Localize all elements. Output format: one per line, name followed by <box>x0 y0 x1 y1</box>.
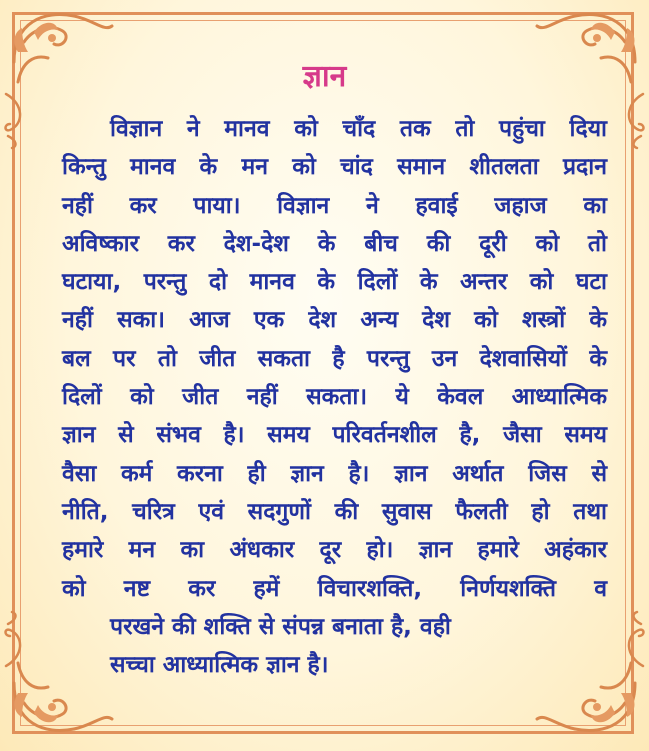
text-line: नहीं कर पाया। विज्ञान ने हवाई जहाज का <box>62 192 607 219</box>
text-line: सच्चा आध्यात्मिक ज्ञान है। <box>110 652 329 679</box>
side-flourish-icon <box>609 610 649 670</box>
text-line: वैसा कर्म करना ही ज्ञान है। ज्ञान अर्थात जिस से <box>62 460 607 487</box>
text-line: घटाया, परन्तु दो मानव के दिलों के अन्तर को घटा <box>62 269 607 296</box>
text-line: नहीं सका। आज एक देश अन्य देश को शस्त्रों के <box>62 307 607 334</box>
text-line: बल पर तो जीत सकता है परन्तु उन देशवासियों के <box>62 345 607 372</box>
text-line: ज्ञान से संभव है। समय परिवर्तनशील है, जैसा समय <box>62 422 607 449</box>
side-flourish-icon <box>0 610 40 670</box>
paragraph <box>62 110 607 684</box>
text-line: हमारे मन का अंधकार दूर हो। ज्ञान हमारे अहंकार <box>62 537 607 564</box>
text-line: परखने की शक्ति से संपन्न बनाता है, वही <box>110 613 451 640</box>
text-line: को नष्ट कर हमें विचारशक्ति, निर्णयशक्ति व <box>62 575 607 602</box>
text-line: दिलों को जीत नहीं सकता। ये केवल आध्यात्मिक <box>62 384 607 411</box>
text-line: किन्तु मानव के मन को चांद समान शीतलता प्रदान <box>62 154 607 181</box>
text-line: विज्ञान ने मानव को चाँद तक तो पहुंचा दिया <box>110 116 607 142</box>
text-line: अविष्कार कर देश-देश के बीच की दूरी को तो <box>62 230 607 257</box>
page-title: ज्ञान <box>302 59 347 94</box>
text-line: नीति, चरित्र एवं सदगुणों की सुवास फैलती हो तथा <box>62 498 607 525</box>
side-flourish-icon <box>0 90 40 150</box>
side-flourish-icon <box>609 90 649 150</box>
